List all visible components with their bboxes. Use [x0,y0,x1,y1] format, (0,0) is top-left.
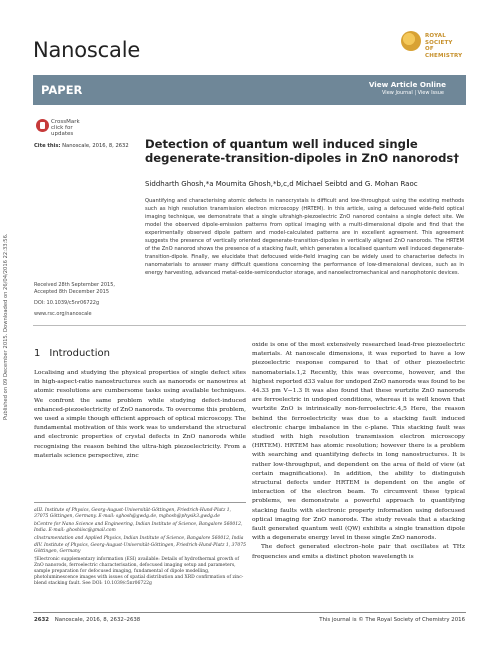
journal-title: Nanoscale [33,38,141,62]
section-heading [34,348,110,359]
footnote-a: aIII. Institute of Physics, Georg-August-Universität-Göttingen, Friedrich-Hund-Platz 1, 37075 Göttingen, Germany. E-mail: sghosh@gwdg.de, mghosh@physik3.gwdg.de [34,508,232,520]
footnote-d: dIV. Institute of Physics, Georg-August-Universität-Göttingen, Friedrich-Hund-Platz 1, 37075 Göttingen, Germany [34,543,246,555]
view-journal-issue-links[interactable]: View Journal | View Issue [382,90,444,96]
intro-left-column [34,369,246,461]
citation-line [34,143,129,149]
page-number: 2632 [34,617,50,623]
crossmark-icon [36,119,49,132]
article-type-banner [33,75,466,105]
intro-right-column [252,341,465,562]
logo-line-1: ROYAL SOCIETY [425,33,453,46]
footer-citation: Nanoscale, 2016, 8, 2632–2638 [54,617,141,623]
footer-left [34,617,140,623]
rsc-emblem-icon [401,31,421,51]
section-number: 1 [34,348,41,359]
article-metadata [34,282,115,318]
footer-rule [33,612,466,613]
cite-text: Nanoscale, 2016, 8, 2632 [62,143,129,149]
article-title: Detection of quantum well induced single degenerate-transition-dipoles in ZnO nanorods† [145,137,460,165]
footer-copyright: This journal is © The Royal Society of Chemistry 2016 [319,617,465,623]
section-title: Introduction [49,348,110,359]
logo-line-2: OF CHEMISTRY [425,46,463,59]
intro-paragraph: oxide is one of the most extensively researched lead-free piezoelectric materials. At nanoscale dimensions, it was reported to have a low piezoelectric response compared to that of other piezoelectric nanomaterials.1,2 Recently, this was overcome, however, and the highest reported d33 value for undoped ZnO nanorods was found to be 44.33 pm V−1.3 It was also found that these wurtzite ZnO nanorods are ferroelectric in undoped conditions, whereas it is well known that wurtzite ZnO is intrinsically non-ferroelectric.4,5 Here, the reason behind the ferroelectricity was due to a stacking fault induced electronic charge imbalance in the c-plane. This stacking fault was studied with high resolution transmission electron microscopy (HRTEM). HRTEM has atomic resolution; however there is a problem with searching and quantifying defects in long nanostructures. It is rather low-throughput, and dependent on the area of field of view (at certain magnifications). In addition, the ability to distinguish structural defects under HRTEM is dependent on the angle of interaction of the electron beam. To circumvent these typical problems, we demonstrate a powerful approach to quantifying stacking faults with electronic property information using defocused optical imaging for ZnO nanorods. The study reveals that a stacking fault generated quantum well (QW) exhibits a single transition dipole with a degenerate energy level in these single ZnO nanorods. [252,342,465,542]
doi[interactable]: DOI: 10.1039/c5nr06722g [34,300,100,306]
intro-paragraph: Localising and studying the physical properties of single defect sites in high-aspect-ratio nanostructures such as nanorods or nanowires at atomic resolutions are cumbersome tasks using available techniques. We confront the same problem while studying defect-induced enhanced-piezoelectricity of ZnO nanorods. To overcome this problem, we used a simple though efficient approach of optical microscopy. The fundamental motivation of this work was to understand the structural and electronic properties of crystal defects in ZnO nanorods while recognising the reason behind the ultra-high piezoelectricity. From a materials science perspective, zinc [34,370,246,459]
accepted-date: Accepted 8th December 2015 [34,289,110,295]
header-divider [33,325,466,326]
affiliation-footnotes [34,508,246,589]
received-date: Received 28th September 2015, [34,282,115,288]
abstract-text: Quantifying and characterising atomic defects in nanocrystals is difficult and low-throughput using the existing methods such as high resolution transmission electron microscopy (HRTEM). In this article, using a defocused wide-field optical imaging technique, we demonstrate that a single ultrahigh-piezoelectric ZnO nanorod contains a single defect site. We model the observed dipole-emission patterns from optical imaging with a multi-dimensional dipole and find that the experimentally observed dipole pattern and model-calculated patterns are in excellent agreement. This agreement suggests the presence of vertically oriented degenerate-transition-dipoles in vertically aligned ZnO nanorods. The HRTEM of the ZnO nanorod shows the presence of a stacking fault, which generates a localised quantum well induced degenerate-transition-dipole. Finally, we elucidate that defocused wide-field imaging can be widely used to characterise defects in nanomaterials to answer many difficult questions concerning the performance of low-dimensional devices, such as in energy harvesting, advanced metal-oxide-semiconductor storage, and nanoelectromechanical and nanophotonic devices. [145,198,464,277]
footnote-c: cInstrumentation and Applied Physics, Indian Institute of Science, Bangalore 560012, India [34,535,244,541]
intro-paragraph: The defect generated electron–hole pair that oscillates at THz frequencies and emits a distinct photon wavelength is [252,544,465,560]
footnote-rule [34,502,246,503]
author-list: Siddharth Ghosh,*a Moumita Ghosh,*b,c,d Michael Seibtd and G. Mohan Raoc [145,180,418,188]
crossmark-sublabel: click for updates [51,125,74,137]
cite-prefix: Cite this: [34,143,61,149]
publisher-logo [401,30,465,62]
crossmark-badge[interactable] [36,118,96,137]
footnote-esi: †Electronic supplementary information (ESI) available: Details of hydrothermal growth of ZnO nanorods, ferroelectric characterisation, defocused imaging setup and parameters, sample preparation for defocused imaging, fundamental of dipole modelling, photoluminescence images with issues of spatial distribution and XRD confirmation of zinc-blend stacking fault. See DOI: 10.1039/c5nr06722g [34,557,244,587]
footnote-b: bCentre for Nano Science and Engineering, Indian Institute of Science, Bangalore 560012, India. E-mail: ghoshiisc@gmail.com [34,521,243,533]
view-article-online-link[interactable]: View Article Online [368,80,446,89]
download-side-note: Published on 09 December 2015. Downloaded on 26/04/2016 22:33:56. [3,233,9,420]
journal-url[interactable]: www.rsc.org/nanoscale [34,311,92,317]
article-type-label: PAPER [41,83,83,97]
crossmark-label: CrossMark [51,119,80,125]
